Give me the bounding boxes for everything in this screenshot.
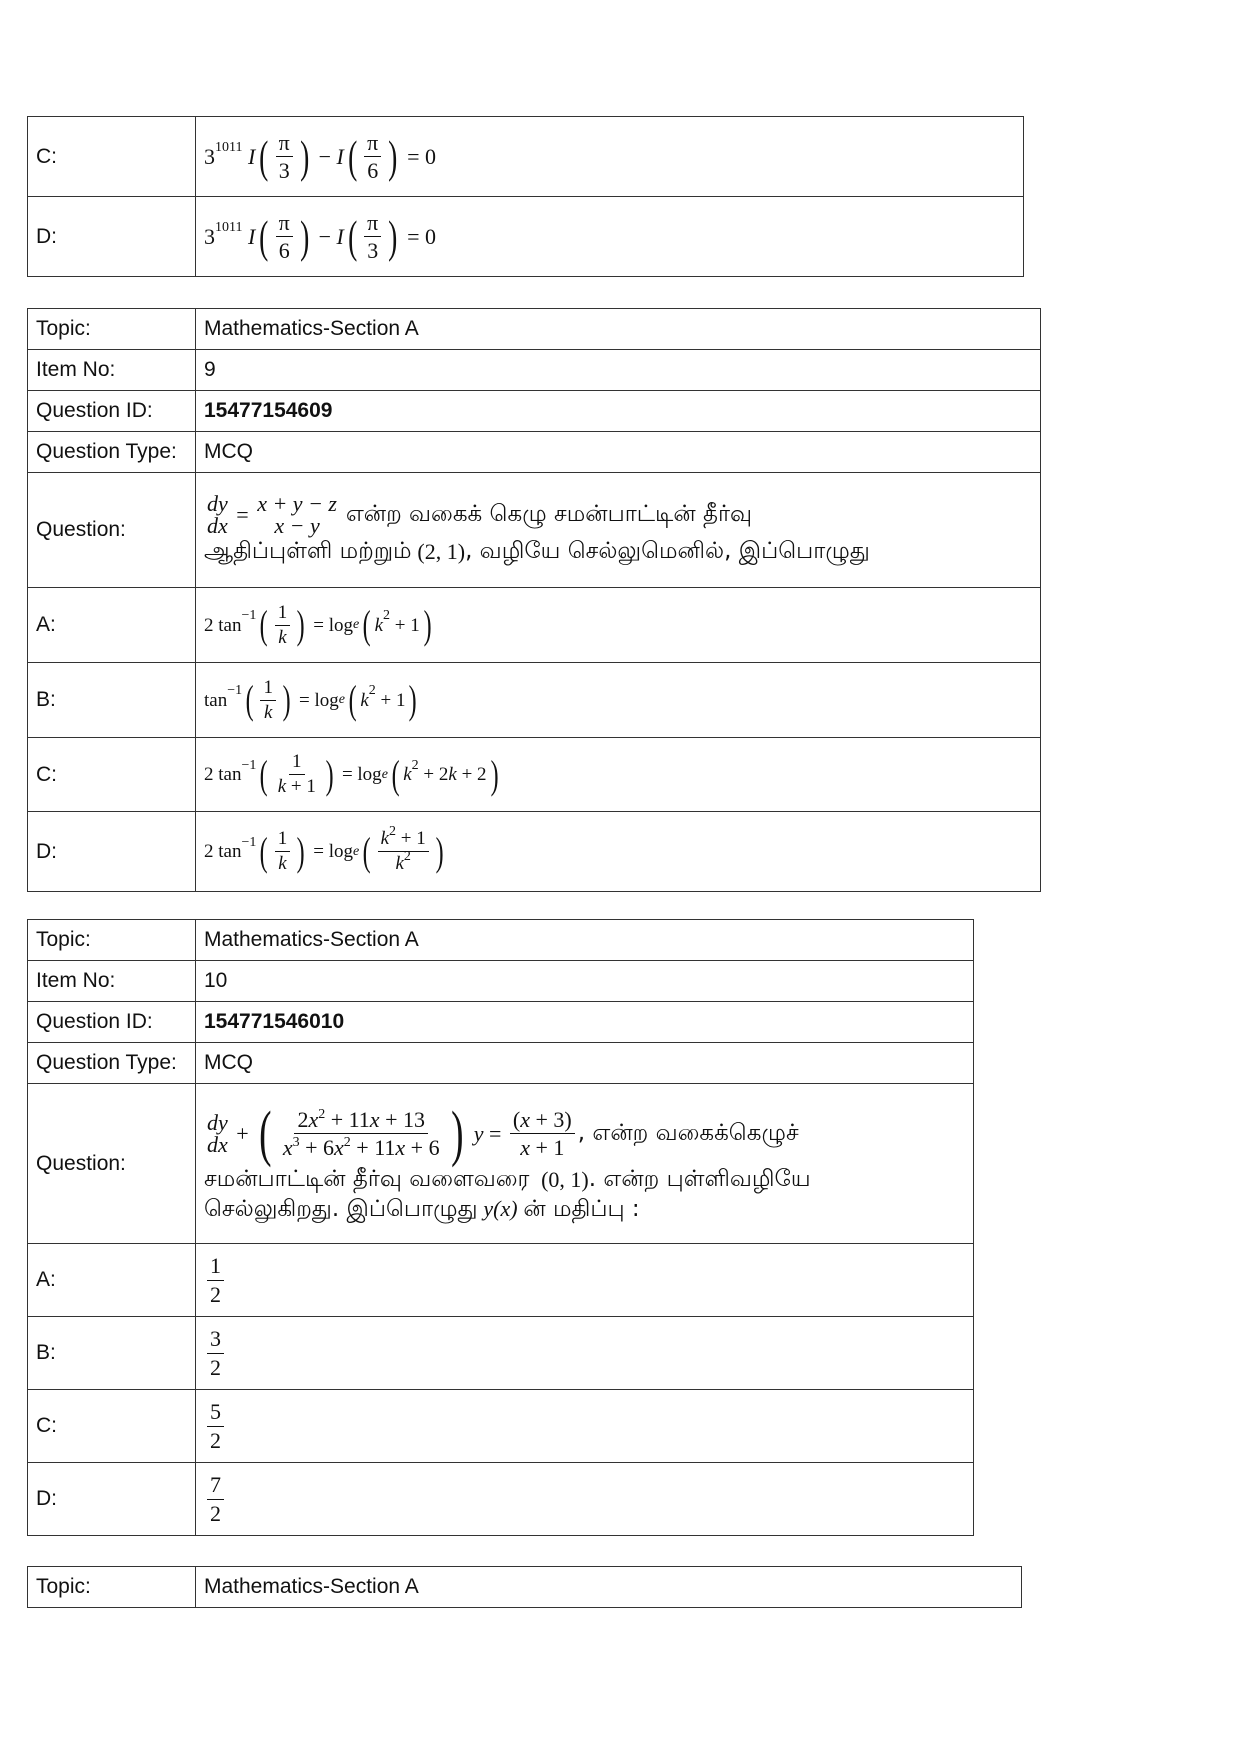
question-type-label: Question Type:: [28, 1043, 196, 1084]
option-d-value: 3 $^{1011}$ I ( $\frac{\pi}{6}$ ) − I ( $\frac{\pi}{3}$ ) = 0: [196, 197, 1024, 277]
option-label: D:: [28, 812, 196, 892]
table-row: [28, 350, 1041, 391]
option-c-value: 3 $^{1011}$ I ( $\frac{\pi}{3}$ ) − I ( $\frac{\pi}{6}$ ) = 0: [196, 117, 1024, 197]
topic-label: Topic:: [28, 309, 196, 350]
topic-label: Topic:: [28, 920, 196, 961]
topic-value: Mathematics-Section A: [196, 309, 1041, 350]
option-label: B:: [28, 663, 196, 738]
option-label: A:: [28, 1244, 196, 1317]
table-row: [28, 1390, 974, 1463]
option-label: C:: [28, 1390, 196, 1463]
question-body: dy dx + ( $\frac{2x^2 + 11x + 13}{x^3 + 6x^2 + 11x + 6}$ ) y = $\frac{(x + 3)}{x + 1}$ , என்ற வகைக்கெழுச் சமன்பாட்டின் தீர்வு வளைவரை (0, 1) . என்ற புள்ளிவழியே செல்லுகிறது. இப்பொழுது y(x) ன் மதிப்பு :: [196, 1084, 974, 1244]
option-d-value: 2 tan $^{-1}$ ( $\frac{1}{k}$ ) = log e ( $\frac{k^2 + 1}{k^2}$ ): [196, 812, 1041, 892]
table-row: [28, 1567, 1022, 1608]
option-c-value: 2 tan $^{-1}$ ( $\frac{1}{k + 1}$ ) = log e ( k $^2$ + 2 k + 2 ): [196, 738, 1041, 812]
option-d-value: $\frac{7}{2}$: [196, 1463, 974, 1536]
option-c-value: $\frac{5}{2}$: [196, 1390, 974, 1463]
question-type-value: MCQ: [196, 1043, 974, 1084]
topic-value: Mathematics-Section A: [196, 920, 974, 961]
option-label: B:: [28, 1317, 196, 1390]
question-type-value: MCQ: [196, 432, 1041, 473]
table-row: [28, 738, 1041, 812]
table-row: [28, 588, 1041, 663]
option-label: D:: [28, 1463, 196, 1536]
table-row: [28, 309, 1041, 350]
item-no-label: Item No:: [28, 961, 196, 1002]
question-label: Question:: [28, 473, 196, 588]
question-text: , என்ற வகைக்கெழுச்: [577, 1119, 799, 1146]
table-row: [28, 1317, 974, 1390]
option-a-value: 2 tan $^{-1}$ ( $\frac{1}{k}$ ) = log e ( k $^2$ + 1 ): [196, 588, 1041, 663]
table-row: [28, 663, 1041, 738]
prev-question-table: [27, 116, 1024, 277]
question-id-label: Question ID:: [28, 391, 196, 432]
table-row: [28, 1244, 974, 1317]
question-body: dy dx = x + y − z x − y என்ற வகைக் கெழு சமன்பாட்டின் தீர்வு ஆதிப்புள்ளி மற்றும் (2, 1) , வழியே செல்லுமெனில், இப்பொழுது: [196, 473, 1041, 588]
table-row: [28, 391, 1041, 432]
question-10-table: [27, 919, 974, 1536]
question-id-value: 15477154609: [196, 391, 1041, 432]
table-row: [28, 1463, 974, 1536]
table-row: [28, 432, 1041, 473]
question-9-table: [27, 308, 1041, 892]
topic-label: Topic:: [28, 1567, 196, 1608]
option-label: D:: [28, 197, 196, 277]
table-row: [28, 117, 1024, 197]
option-label: C:: [28, 738, 196, 812]
table-row: [28, 961, 974, 1002]
item-no-value: 9: [196, 350, 1041, 391]
option-b-value: $\frac{3}{2}$: [196, 1317, 974, 1390]
option-a-value: $\frac{1}{2}$: [196, 1244, 974, 1317]
table-row: [28, 920, 974, 961]
item-no-label: Item No:: [28, 350, 196, 391]
question-id-value: 154771546010: [196, 1002, 974, 1043]
question-text: என்ற வகைக் கெழு சமன்பாட்டின் தீர்வு: [345, 501, 752, 528]
table-row: [28, 812, 1041, 892]
option-label: C:: [28, 117, 196, 197]
table-row: [28, 1084, 974, 1244]
table-row: [28, 473, 1041, 588]
table-row: [28, 1043, 974, 1084]
question-11-table: [27, 1566, 1022, 1608]
option-b-value: tan $^{-1}$ ( $\frac{1}{k}$ ) = log e ( k $^2$ + 1 ): [196, 663, 1041, 738]
question-type-label: Question Type:: [28, 432, 196, 473]
item-no-value: 10: [196, 961, 974, 1002]
table-row: [28, 197, 1024, 277]
question-label: Question:: [28, 1084, 196, 1244]
question-id-label: Question ID:: [28, 1002, 196, 1043]
table-row: [28, 1002, 974, 1043]
option-label: A:: [28, 588, 196, 663]
topic-value: Mathematics-Section A: [196, 1567, 1022, 1608]
